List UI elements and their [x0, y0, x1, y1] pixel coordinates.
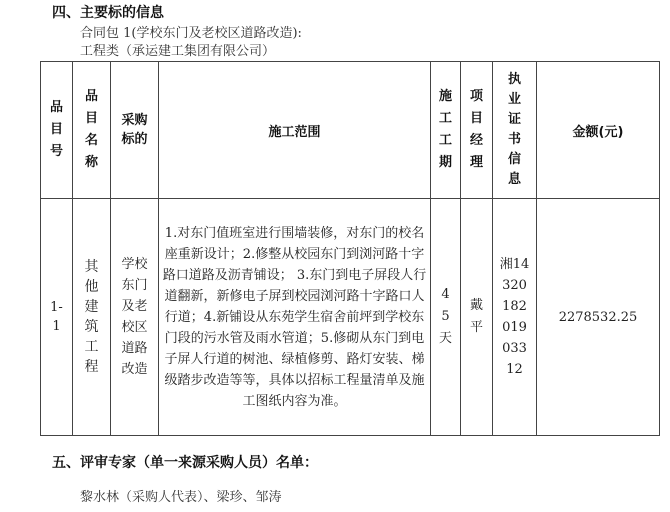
header-period: 施工工期	[431, 62, 461, 199]
table-row	[41, 199, 660, 436]
bid-info-table	[40, 61, 660, 436]
cell-item-name: 其他建筑工程	[73, 199, 111, 436]
cell-item-no: 1-1	[41, 199, 73, 436]
experts-list: 黎水林（采购人代表）、梁珍、邹涛	[80, 490, 282, 505]
header-scope: 施工范围	[159, 62, 431, 199]
cell-manager: 戴平	[461, 199, 493, 436]
header-amount: 金额(元)	[537, 62, 660, 199]
cell-target: 学校东门及老校区道路改造	[111, 199, 159, 436]
cell-period: 45天	[431, 199, 461, 436]
cell-certificate: 湘1432018201903312	[493, 199, 537, 436]
section4-title: 四、主要标的信息	[52, 5, 164, 21]
header-item-name: 品目名称	[73, 62, 111, 199]
table-header-row	[41, 62, 660, 199]
header-item-no: 品目号	[41, 62, 73, 199]
header-certificate: 执业证书信息	[493, 62, 537, 199]
header-target: 采购标的	[111, 62, 159, 199]
cell-scope: 1.对东门值班室进行围墙装修，对东门的校名座重新设计；2.修整从校园东门到浏河路十字路口道路及沥青铺设； 3.东门到电子屏段人行道翻新，新修电子屏到校园浏河路十字路口人行道；4.新铺设从东苑学生宿舍前坪到学校东门段的污水管及雨水管道；5.修砌从东门到电子屏人行道的树池、绿植修剪、路灯安装、梯级踏步改造等等，具体以招标工程量清单及施工图纸内容为准。	[159, 199, 431, 436]
cell-amount: 2278532.25	[537, 199, 660, 436]
section5-title: 五、评审专家（单一来源采购人员）名单：	[52, 455, 318, 471]
category-line: 工程类（承运建工集团有限公司）	[80, 44, 276, 59]
header-manager: 项目经理	[461, 62, 493, 199]
package-line: 合同包 1(学校东门及老校区道路改造):	[80, 26, 302, 41]
